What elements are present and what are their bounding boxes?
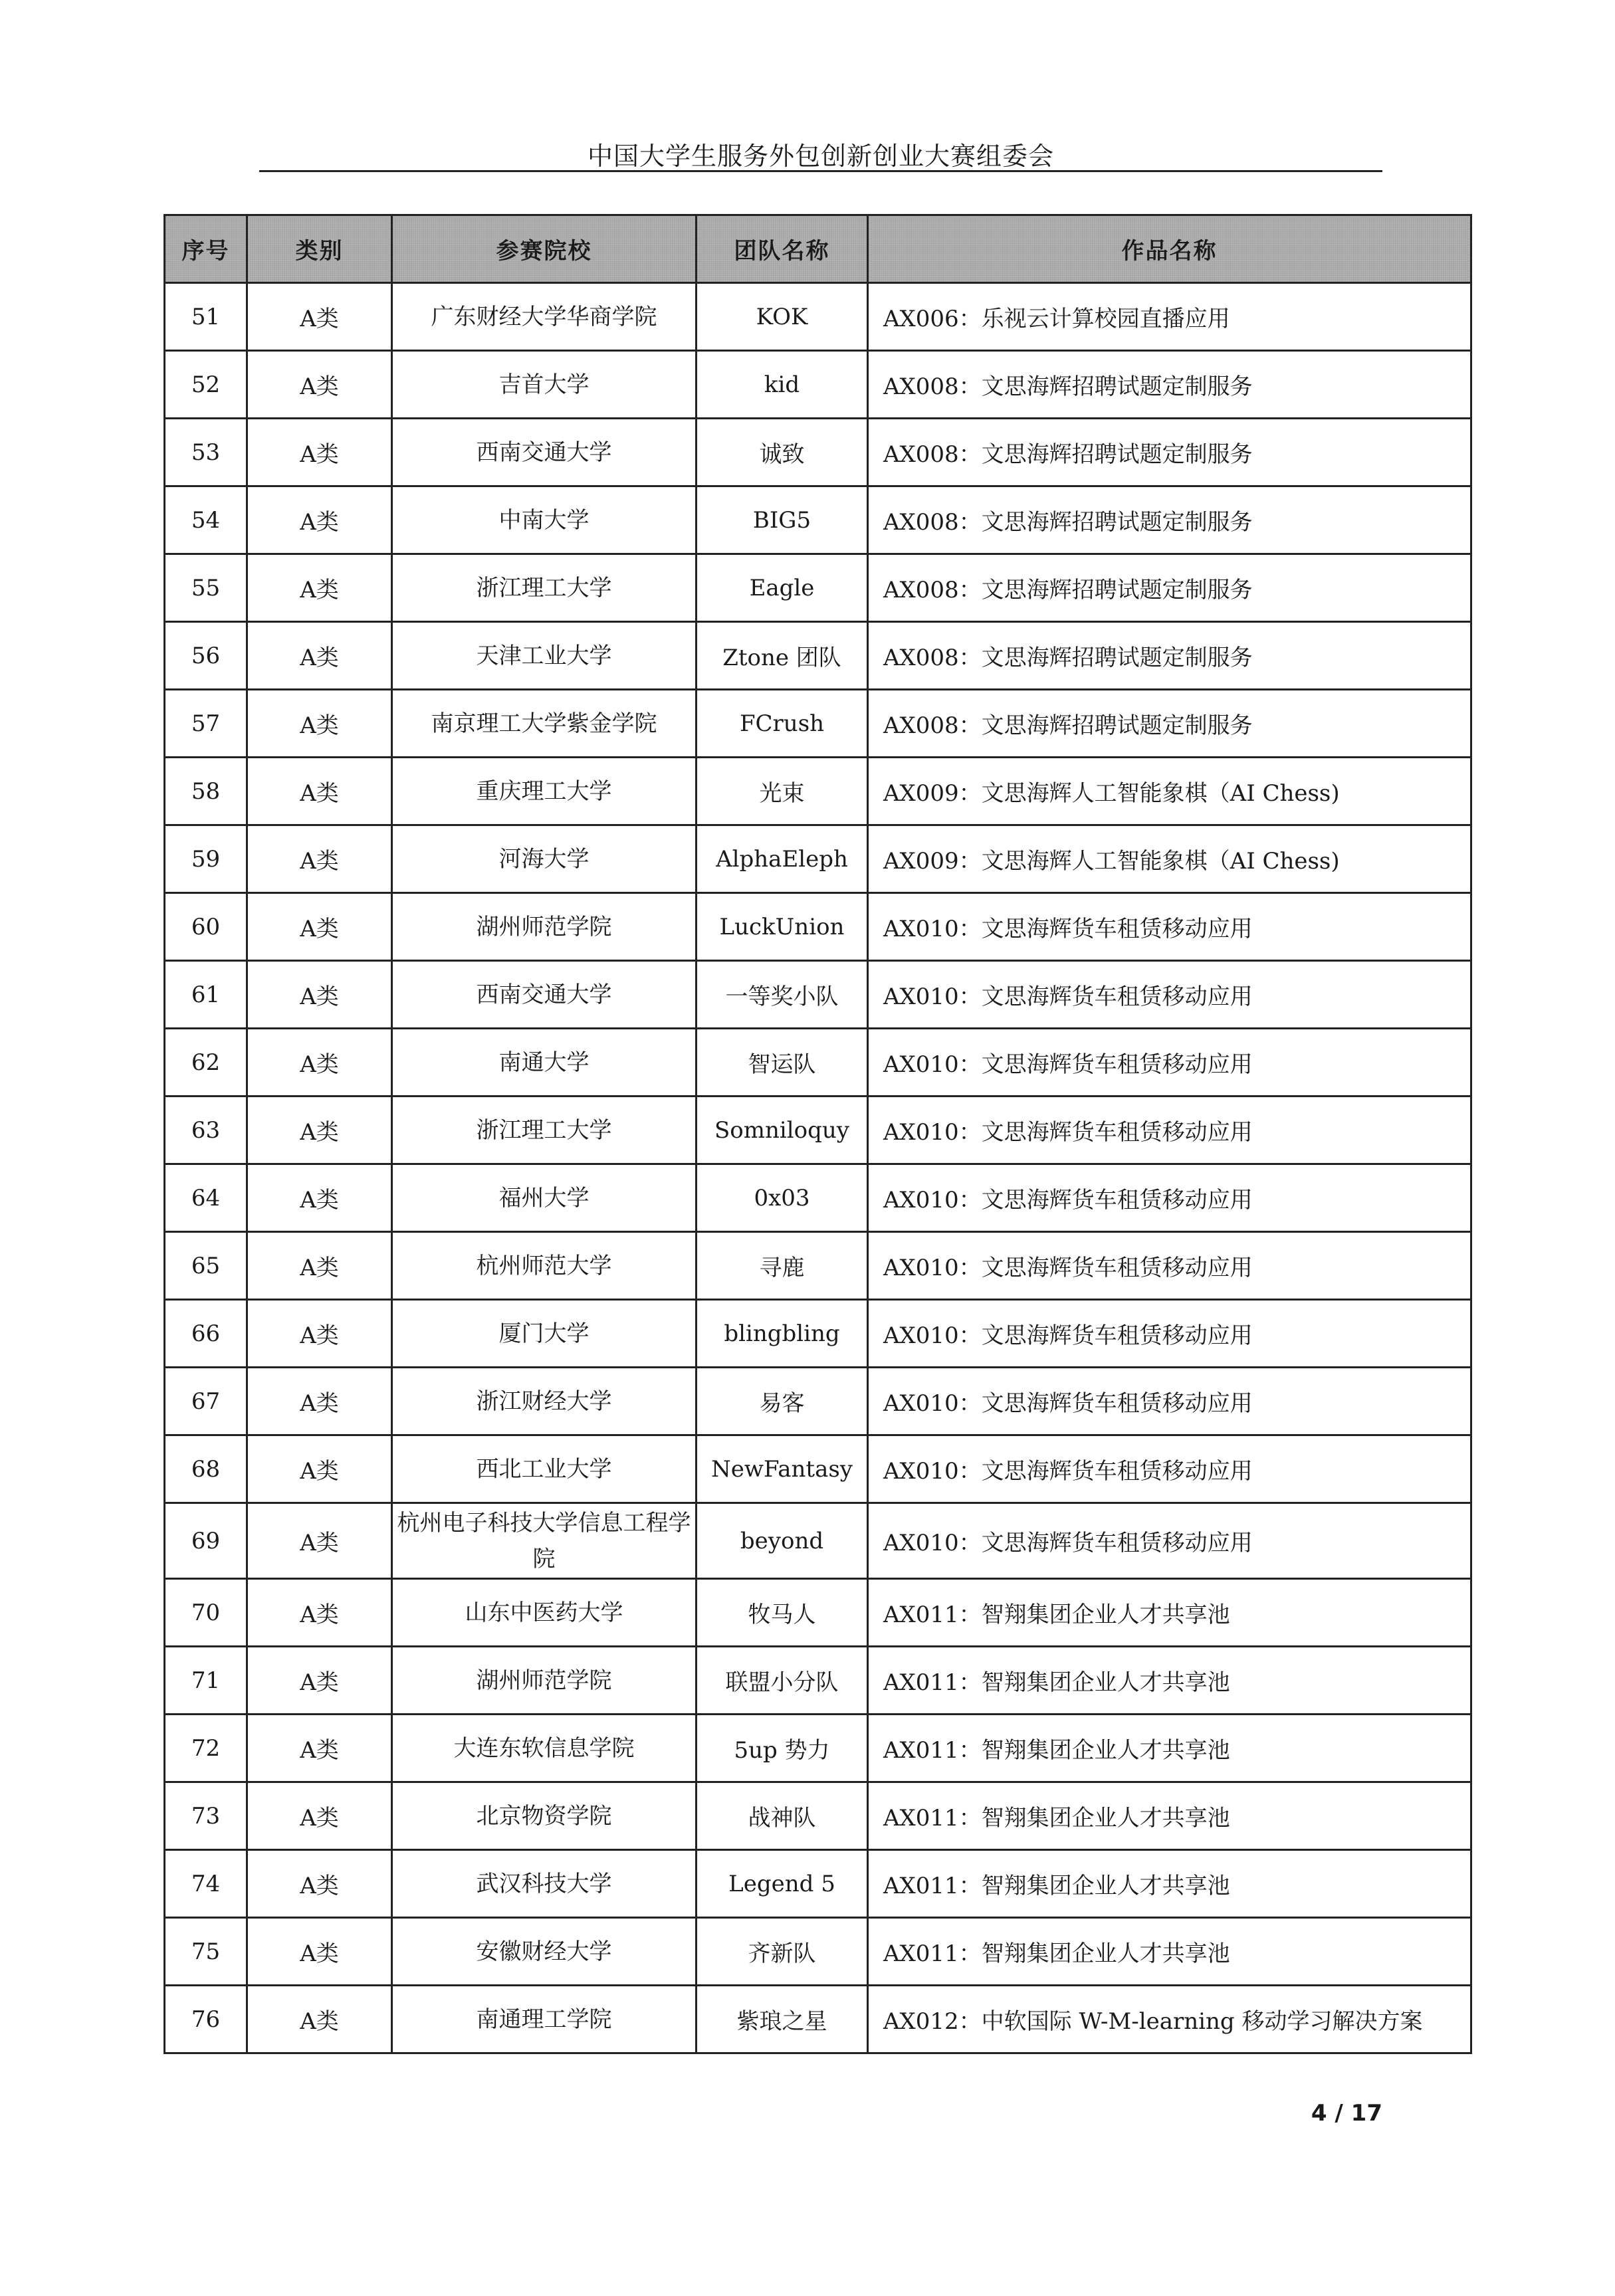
cell-team: KOK	[697, 283, 868, 351]
cell-category: A类	[247, 1164, 392, 1232]
page-number: 4 / 17	[1311, 2100, 1382, 2127]
cell-category: A类	[247, 758, 392, 825]
table-row	[165, 758, 1471, 825]
table-row	[165, 1232, 1471, 1300]
cell-no: 65	[165, 1232, 247, 1300]
cell-team: 寻鹿	[697, 1232, 868, 1300]
cell-team: NewFantasy	[697, 1435, 868, 1503]
cell-school: 湖州师范学院	[392, 893, 697, 961]
cell-no: 72	[165, 1715, 247, 1782]
column-header-no: 序号	[165, 215, 247, 283]
table-row	[165, 351, 1471, 419]
cell-work: AX010：文思海辉货车租赁移动应用	[868, 1096, 1471, 1164]
cell-team: blingbling	[697, 1300, 868, 1368]
cell-work: AX008：文思海辉招聘试题定制服务	[868, 486, 1471, 554]
cell-team: Legend 5	[697, 1850, 868, 1918]
table-row	[165, 1164, 1471, 1232]
table-row	[165, 1647, 1471, 1715]
cell-no: 57	[165, 690, 247, 758]
cell-team: Somniloquy	[697, 1096, 868, 1164]
table-row	[165, 1435, 1471, 1503]
table-row	[165, 893, 1471, 961]
cell-team: 光束	[697, 758, 868, 825]
cell-category: A类	[247, 419, 392, 486]
cell-no: 66	[165, 1300, 247, 1368]
cell-category: A类	[247, 1715, 392, 1782]
cell-work: AX009：文思海辉人工智能象棋（AI Chess)	[868, 758, 1471, 825]
cell-work: AX009：文思海辉人工智能象棋（AI Chess)	[868, 825, 1471, 893]
cell-school: 杭州电子科技大学信息工程学院	[392, 1503, 697, 1579]
cell-no: 61	[165, 961, 247, 1029]
cell-school: 北京物资学院	[392, 1782, 697, 1850]
cell-school: 广东财经大学华商学院	[392, 283, 697, 351]
table-row	[165, 1096, 1471, 1164]
cell-work: AX006：乐视云计算校园直播应用	[868, 283, 1471, 351]
cell-team: 易客	[697, 1368, 868, 1435]
table-row	[165, 1029, 1471, 1096]
column-header-work: 作品名称	[868, 215, 1471, 283]
cell-no: 68	[165, 1435, 247, 1503]
cell-team: beyond	[697, 1503, 868, 1579]
cell-school: 南通大学	[392, 1029, 697, 1096]
table-row	[165, 1918, 1471, 1986]
table-row	[165, 1368, 1471, 1435]
cell-school: 浙江财经大学	[392, 1368, 697, 1435]
cell-school: 浙江理工大学	[392, 1096, 697, 1164]
cell-team: kid	[697, 351, 868, 419]
cell-no: 76	[165, 1986, 247, 2053]
cell-category: A类	[247, 283, 392, 351]
cell-team: AlphaEleph	[697, 825, 868, 893]
table-row	[165, 1503, 1471, 1579]
cell-work: AX008：文思海辉招聘试题定制服务	[868, 419, 1471, 486]
cell-category: A类	[247, 825, 392, 893]
cell-work: AX011：智翔集团企业人才共享池	[868, 1647, 1471, 1715]
table-row	[165, 622, 1471, 690]
cell-no: 67	[165, 1368, 247, 1435]
table-row	[165, 1850, 1471, 1918]
cell-school: 西南交通大学	[392, 419, 697, 486]
cell-school: 武汉科技大学	[392, 1850, 697, 1918]
cell-work: AX011：智翔集团企业人才共享池	[868, 1715, 1471, 1782]
table-row	[165, 1986, 1471, 2053]
cell-category: A类	[247, 690, 392, 758]
cell-work: AX010：文思海辉货车租赁移动应用	[868, 1232, 1471, 1300]
cell-school: 重庆理工大学	[392, 758, 697, 825]
table-row	[165, 283, 1471, 351]
cell-work: AX012：中软国际 W-M-learning 移动学习解决方案	[868, 1986, 1471, 2053]
cell-work: AX010：文思海辉货车租赁移动应用	[868, 1300, 1471, 1368]
cell-team: 智运队	[697, 1029, 868, 1096]
cell-no: 62	[165, 1029, 247, 1096]
table-row	[165, 825, 1471, 893]
cell-category: A类	[247, 486, 392, 554]
cell-work: AX008：文思海辉招聘试题定制服务	[868, 351, 1471, 419]
cell-school: 吉首大学	[392, 351, 697, 419]
cell-no: 75	[165, 1918, 247, 1986]
cell-school: 山东中医药大学	[392, 1579, 697, 1647]
cell-school: 湖州师范学院	[392, 1647, 697, 1715]
column-header-team: 团队名称	[697, 215, 868, 283]
cell-category: A类	[247, 1782, 392, 1850]
table-row	[165, 419, 1471, 486]
cell-team: FCrush	[697, 690, 868, 758]
header-divider	[259, 170, 1382, 172]
cell-category: A类	[247, 893, 392, 961]
cell-category: A类	[247, 961, 392, 1029]
table-row	[165, 554, 1471, 622]
cell-school: 大连东软信息学院	[392, 1715, 697, 1782]
column-header-category: 类别	[247, 215, 392, 283]
cell-no: 52	[165, 351, 247, 419]
cell-no: 54	[165, 486, 247, 554]
cell-school: 浙江理工大学	[392, 554, 697, 622]
cell-category: A类	[247, 1368, 392, 1435]
cell-no: 70	[165, 1579, 247, 1647]
cell-category: A类	[247, 622, 392, 690]
cell-category: A类	[247, 1647, 392, 1715]
cell-no: 64	[165, 1164, 247, 1232]
cell-school: 福州大学	[392, 1164, 697, 1232]
cell-work: AX008：文思海辉招聘试题定制服务	[868, 622, 1471, 690]
cell-no: 69	[165, 1503, 247, 1579]
cell-school: 安徽财经大学	[392, 1918, 697, 1986]
cell-no: 73	[165, 1782, 247, 1850]
cell-school: 厦门大学	[392, 1300, 697, 1368]
cell-category: A类	[247, 1503, 392, 1579]
table-row	[165, 690, 1471, 758]
cell-team: BIG5	[697, 486, 868, 554]
cell-category: A类	[247, 1918, 392, 1986]
cell-work: AX008：文思海辉招聘试题定制服务	[868, 554, 1471, 622]
cell-school: 南京理工大学紫金学院	[392, 690, 697, 758]
cell-work: AX011：智翔集团企业人才共享池	[868, 1579, 1471, 1647]
table-row	[165, 961, 1471, 1029]
cell-category: A类	[247, 1579, 392, 1647]
cell-work: AX010：文思海辉货车租赁移动应用	[868, 1503, 1471, 1579]
cell-work: AX008：文思海辉招聘试题定制服务	[868, 690, 1471, 758]
cell-no: 74	[165, 1850, 247, 1918]
table-row	[165, 1579, 1471, 1647]
cell-school: 天津工业大学	[392, 622, 697, 690]
cell-category: A类	[247, 351, 392, 419]
document-header-title: 中国大学生服务外包创新创业大赛组委会	[587, 142, 1054, 171]
table-header-row	[165, 215, 1471, 283]
cell-team: 一等奖小队	[697, 961, 868, 1029]
cell-school: 河海大学	[392, 825, 697, 893]
cell-category: A类	[247, 1850, 392, 1918]
cell-category: A类	[247, 1435, 392, 1503]
cell-school: 西南交通大学	[392, 961, 697, 1029]
cell-no: 58	[165, 758, 247, 825]
cell-no: 71	[165, 1647, 247, 1715]
cell-school: 杭州师范大学	[392, 1232, 697, 1300]
cell-team: Eagle	[697, 554, 868, 622]
cell-school: 中南大学	[392, 486, 697, 554]
cell-school: 南通理工学院	[392, 1986, 697, 2053]
cell-no: 59	[165, 825, 247, 893]
cell-team: LuckUnion	[697, 893, 868, 961]
cell-work: AX011：智翔集团企业人才共享池	[868, 1782, 1471, 1850]
cell-category: A类	[247, 1096, 392, 1164]
cell-no: 53	[165, 419, 247, 486]
cell-team: Ztone 团队	[697, 622, 868, 690]
cell-category: A类	[247, 1986, 392, 2053]
cell-team: 战神队	[697, 1782, 868, 1850]
cell-team: 0x03	[697, 1164, 868, 1232]
cell-no: 60	[165, 893, 247, 961]
cell-team: 5up 势力	[697, 1715, 868, 1782]
results-table	[163, 214, 1472, 2054]
cell-work: AX010：文思海辉货车租赁移动应用	[868, 1029, 1471, 1096]
cell-work: AX010：文思海辉货车租赁移动应用	[868, 893, 1471, 961]
cell-category: A类	[247, 1232, 392, 1300]
table-row	[165, 1782, 1471, 1850]
table-body	[165, 283, 1471, 2053]
cell-no: 55	[165, 554, 247, 622]
table-row	[165, 1715, 1471, 1782]
cell-no: 63	[165, 1096, 247, 1164]
cell-no: 56	[165, 622, 247, 690]
cell-work: AX010：文思海辉货车租赁移动应用	[868, 1164, 1471, 1232]
cell-work: AX010：文思海辉货车租赁移动应用	[868, 1368, 1471, 1435]
cell-no: 51	[165, 283, 247, 351]
cell-work: AX011：智翔集团企业人才共享池	[868, 1918, 1471, 1986]
cell-category: A类	[247, 1300, 392, 1368]
cell-team: 牧马人	[697, 1579, 868, 1647]
cell-work: AX010：文思海辉货车租赁移动应用	[868, 961, 1471, 1029]
column-header-school: 参赛院校	[392, 215, 697, 283]
cell-team: 联盟小分队	[697, 1647, 868, 1715]
cell-team: 诚致	[697, 419, 868, 486]
cell-category: A类	[247, 1029, 392, 1096]
cell-category: A类	[247, 554, 392, 622]
cell-team: 齐新队	[697, 1918, 868, 1986]
cell-work: AX011：智翔集团企业人才共享池	[868, 1850, 1471, 1918]
cell-school: 西北工业大学	[392, 1435, 697, 1503]
cell-team: 紫琅之星	[697, 1986, 868, 2053]
cell-work: AX010：文思海辉货车租赁移动应用	[868, 1435, 1471, 1503]
table-row	[165, 1300, 1471, 1368]
table-row	[165, 486, 1471, 554]
